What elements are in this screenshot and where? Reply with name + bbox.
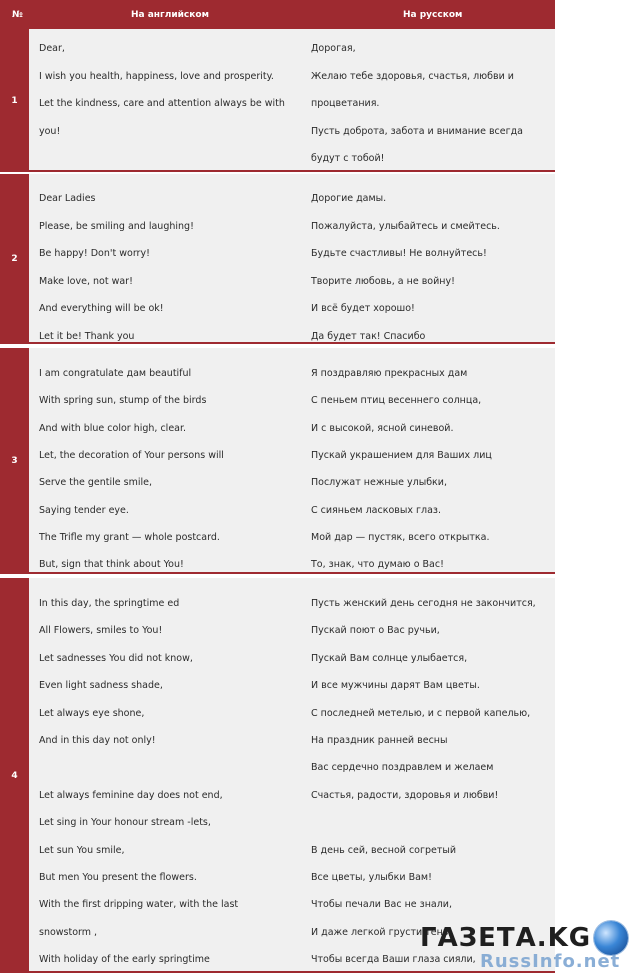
russian-text: В день сей, весной согретый [311,844,457,856]
english-text: Serve the gentile smile, [39,477,152,489]
english-text: With spring sun, stump of the birds [39,395,207,407]
russian-text: На праздник ранней весны [311,735,448,746]
table-row [0,348,555,574]
poem-line [29,899,555,913]
english-text: Let it be! Thank you [39,330,135,342]
english-text: But men You present the flowers. [39,872,197,883]
english-text: Make love, not war! [39,275,133,287]
english-text: I am congratulate дам beautiful [39,368,192,379]
poem-line [29,708,555,722]
russian-text: С сияньем ласковых глаз. [311,504,441,516]
russian-text: С последней метелью, и с первой капелью, [311,707,531,719]
poem-line [29,153,555,167]
poem-line [29,368,555,382]
poem-line [29,532,555,546]
poem-line [29,477,555,491]
poem-line [29,221,555,235]
russian-text: Пусть женский день сегодня не закончится, [311,598,536,609]
russian-text: Будьте счастливы! Не волнуйтесь! [311,248,487,259]
russian-text: И с высокой, ясной синевой. [311,422,454,434]
russian-text: Пускай Вам солнце улыбается, [311,652,468,664]
header-number: № [12,10,23,20]
english-text: Let sing in Your honour stream -lets, [39,817,211,829]
english-text: With holiday of the early springtime [39,954,210,966]
table-row [0,29,555,172]
poem-line [29,331,555,345]
table-header [0,0,555,29]
english-text: Let, the decoration of Your persons will [39,449,224,461]
russian-text: И все мужчины дарят Вам цветы. [311,680,480,692]
poem-line [29,423,555,437]
russian-text: Пускай поют о Вас ручьи, [311,625,440,637]
row-body [29,174,555,344]
english-text: All Flowers, smiles to You! [39,625,163,637]
poem-line [29,395,555,409]
english-text: But, sign that think about You! [39,559,184,571]
english-text: And everything will be ok! [39,303,164,314]
russian-text: Да будет так! Спасибо [311,330,426,342]
poem-line [29,193,555,207]
poem-line [29,790,555,804]
russian-text: Пожалуйста, улыбайтесь и смейтесь. [311,220,500,232]
globe-icon [594,921,628,955]
english-text: The Trifle my grant — whole postcard. [39,531,220,543]
poem-line [29,505,555,519]
english-text: And in this day not only! [39,735,156,746]
russian-text: Чтобы печали Вас не знали, [311,899,453,911]
russian-text: Все цветы, улыбки Вам! [311,872,432,883]
russian-text: С пеньем птиц весеннего солнца, [311,395,482,407]
russian-text: Дорогая, [311,43,356,54]
russian-text: Чтобы всегда Ваши глаза сияли, [311,954,476,966]
row-number: 4 [0,578,29,973]
russian-text: Желаю тебе здоровья, счастья, любви и [311,70,514,82]
english-text: Please, be smiling and laughing! [39,220,194,232]
english-text: Let always feminine day does not end, [39,789,223,801]
table-row [0,578,555,973]
poem-line [29,248,555,262]
russian-text: То, знак, что думаю о Вас! [311,559,444,571]
russian-text: Счастья, радости, здоровья и любви! [311,789,499,801]
english-text: Let sun You smile, [39,844,125,856]
russian-text: Я поздравляю прекрасных дам [311,368,468,379]
header-english: На английском [131,10,209,20]
poem-line [29,845,555,859]
watermark-logo [418,920,640,973]
english-text: Even light sadness shade, [39,680,163,692]
english-text: I wish you health, happiness, love and prosperity. [39,70,274,82]
russian-text: И даже легкой грусти тень, [311,926,452,938]
russian-text: процветания. [311,98,380,109]
russian-text: Пусть доброта, забота и внимание всегда [311,125,524,137]
english-text: you! [39,125,61,137]
row-number: 3 [0,348,29,574]
poem-line [29,872,555,886]
poem-line [29,598,555,612]
watermark-brand: ГАЗЕТА.KG [420,923,592,953]
poem-line [29,625,555,639]
poem-line [29,303,555,317]
poem-line [29,559,555,573]
header-russian: На русском [403,10,463,20]
poem-line [29,817,555,831]
poem-line [29,653,555,667]
poem-line [29,762,555,776]
russian-text: И всё будет хорошо! [311,303,415,314]
russian-text: Пускай украшением для Ваших лиц [311,449,492,461]
english-text: Dear, [39,43,65,54]
russian-text: Творите любовь, а не войну! [311,275,455,287]
poem-line [29,126,555,140]
row-number: 1 [0,29,29,172]
poem-line [29,276,555,290]
english-text: Be happy! Don't worry! [39,248,150,259]
english-text: Let the kindness, care and attention always be with [39,98,285,109]
english-text: snowstorm , [39,926,98,938]
poem-line [29,450,555,464]
english-text: With the first dripping water, with the last [39,899,239,911]
row-body [29,29,555,172]
english-text: Let always eye shone, [39,707,145,719]
russian-text: будут с тобой! [311,153,385,164]
poem-line [29,71,555,85]
table-row [0,174,555,344]
russian-text: Послужат нежные улыбки, [311,477,447,489]
russian-text: Мой дар — пустяк, всего открытка. [311,531,490,543]
poem-line [29,735,555,749]
poem-line [29,98,555,112]
english-text: Saying tender eye. [39,504,129,516]
english-text: Dear Ladies [39,193,96,204]
english-text: Let sadnesses You did not know, [39,652,193,664]
row-body [29,578,555,973]
russian-text: Дорогие дамы. [311,193,387,204]
poem-line [29,680,555,694]
poem-line [29,43,555,57]
row-body [29,348,555,574]
row-number: 2 [0,174,29,344]
english-text: And with blue color high, clear. [39,422,187,434]
english-text: In this day, the springtime ed [39,598,180,609]
watermark-site: RussInfo.net [480,951,621,972]
russian-text: Вас сердечно поздравлем и желаем [311,762,494,774]
